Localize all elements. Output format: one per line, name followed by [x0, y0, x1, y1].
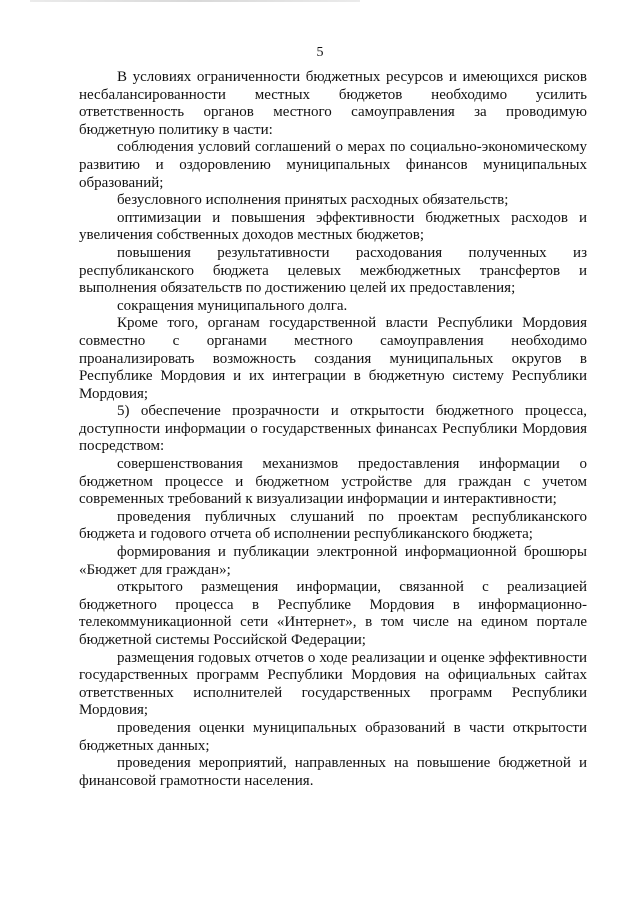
paragraph-item: сокращения муниципального долга. [117, 297, 348, 314]
document-body [79, 69, 587, 790]
paragraph-item: безусловного исполнения принятых расходных обязательств; [117, 192, 509, 209]
paragraph-item: проведения публичных слушаний по проектам республиканского бюджета и годового отчета об исполнении республиканского бюджета; [79, 508, 587, 543]
paragraph-item: проведения мероприятий, направленных на повышение бюджетной и финансовой грамотности населения. [79, 755, 587, 789]
paragraph-item: проведения оценки муниципальных образований в части открытости бюджетных данных; [79, 719, 587, 754]
paragraph-intro: В условиях ограниченности бюджетных ресурсов и имеющихся рисков несбалансированности местных бюджетов необходимо усилить ответственность органов местного самоуправления за проводимую бюджетную политику в части: [79, 69, 587, 138]
paragraph-item: открытого размещения информации, связанной с реализацией бюджетного процесса в Республике Мордовия в информационно-телекоммуникационной сети «Интернет», в том числе на едином портале бюджетной системы Российской Федерации; [79, 579, 587, 648]
paragraph-text: Кроме того, органам государственной власти Республики Мордовия совместно с органами местного самоуправления необходимо проанализировать возможность создания муниципальных округов в Республике Мордовия и их интеграции в бюджетную систему Республики Мордовия; [79, 315, 587, 402]
paragraph-item: совершенствования механизмов предоставления информации о бюджетном процессе и бюджетном устройстве для граждан с учетом современных требований к визуализации информации и интерактивности; [79, 456, 587, 508]
paragraph-item: соблюдения условий соглашений о мерах по социально-экономическому развитию и оздоровлению муниципальных финансов муниципальных образований; [79, 139, 587, 191]
paragraph-item: размещения годовых отчетов о ходе реализации и оценке эффективности государственных программ Республики Мордовия на официальных сайтах ответственных исполнителей государственных программ Республики Мордовия; [79, 649, 587, 719]
paragraph-item: оптимизации и повышения эффективности бюджетных расходов и увеличения собственных доходов местных бюджетов; [79, 209, 587, 244]
paragraph-item: повышения результативности расходования полученных из республиканского бюджета целевых межбюджетных трансфертов и выполнения обязательств по достижению целей их предоставления; [79, 244, 587, 297]
page-number: 5 [316, 45, 324, 60]
paragraph-numbered: 5) обеспечение прозрачности и открытости бюджетного процесса, доступности информации о государственных финансах Республики Мордовия посредством: [79, 403, 587, 455]
paragraph-item: формирования и публикации электронной информационной брошюры «Бюджет для граждан»; [79, 544, 587, 578]
scan-edge-line [30, 0, 360, 2]
